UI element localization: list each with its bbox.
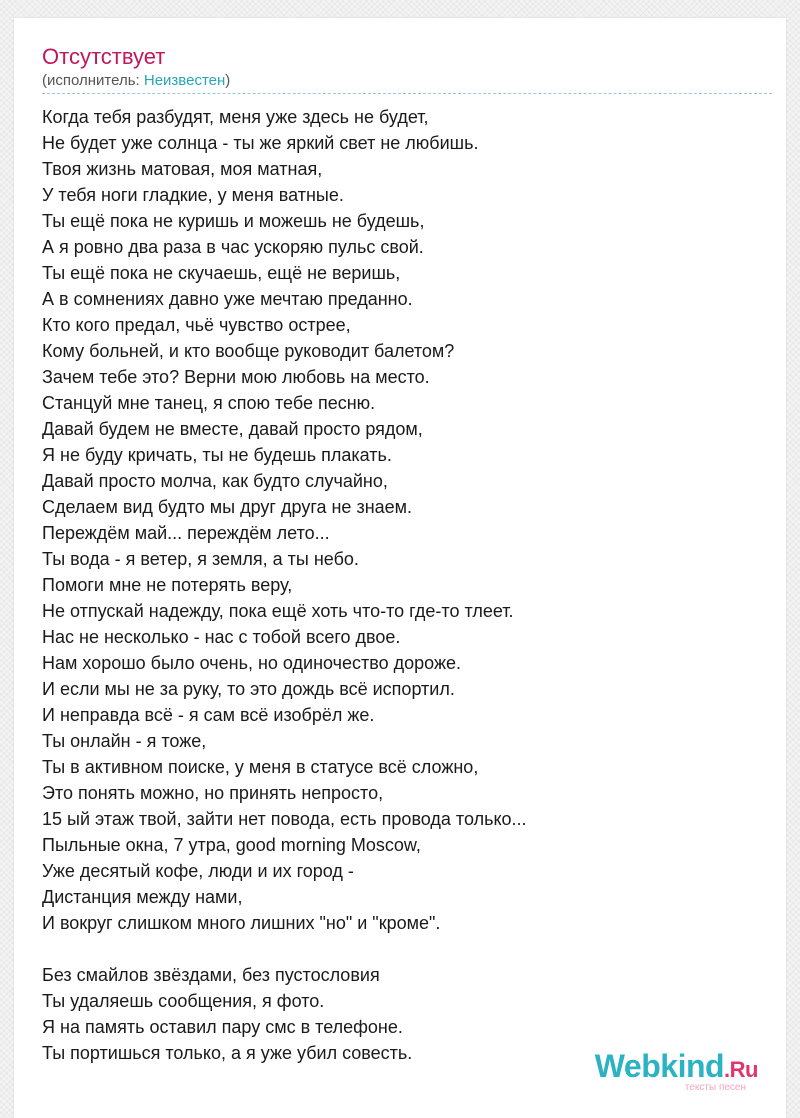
stanza-1: [42, 104, 782, 936]
artist-link[interactable]: Неизвестен: [143, 72, 226, 89]
lyric-line: Дистанция между нами,: [42, 887, 243, 907]
lyric-line: Нас не несколько - нас с тобой всего двое.: [42, 627, 401, 647]
lyric-line: Не будет уже солнца - ты же яркий свет не любишь.: [42, 133, 479, 153]
lyric-line: Уже десятый кофе, люди и их город -: [42, 861, 354, 881]
lyric-line: Ты ещё пока не скучаешь, ещё не веришь,: [42, 263, 401, 283]
lyric-line: И неправда всё - я сам всё изобрёл же.: [42, 705, 375, 725]
lyric-line: 15 ый этаж твой, зайти нет повода, есть провода только...: [42, 809, 527, 829]
artist-suffix: ): [225, 72, 231, 89]
lyric-line: Ты в активном поиске, у меня в статусе всё сложно,: [42, 757, 479, 777]
watermark-tagline: тексты песен: [684, 1082, 746, 1093]
lyric-line: Станцуй мне танец, я спою тебе песню.: [42, 393, 376, 413]
title-divider: [42, 93, 772, 94]
artist-prefix: (исполнитель:: [42, 72, 144, 89]
lyric-line: Помоги мне не потерять веру,: [42, 575, 293, 595]
lyric-line: Я не буду кричать, ты не будешь плакать.: [42, 445, 392, 465]
lyric-line: У тебя ноги гладкие, у меня ватные.: [42, 185, 344, 205]
lyric-line: Переждём май... переждём лето...: [42, 523, 330, 543]
lyric-line: Ты портишься только, а я уже убил совесть.: [42, 1043, 413, 1063]
lyric-line: И вокруг слишком много лишних "но" и "кроме".: [42, 913, 441, 933]
lyrics-body: [42, 104, 782, 1092]
lyric-line: Ты вода - я ветер, я земля, а ты небо.: [42, 549, 359, 569]
webkind-watermark: [568, 1048, 758, 1092]
watermark-tld: .Ru: [724, 1057, 758, 1082]
lyric-line: Это понять можно, но принять непросто,: [42, 783, 384, 803]
watermark-brand: Webkind: [594, 1048, 725, 1084]
lyric-line: Твоя жизнь матовая, моя матная,: [42, 159, 323, 179]
lyric-line: Зачем тебе это? Верни мою любовь на место.: [42, 367, 430, 387]
lyric-line: Пыльные окна, 7 утра, good morning Moscow,: [42, 835, 421, 855]
lyric-line: Сделаем вид будто мы друг друга не знаем.: [42, 497, 413, 517]
lyric-line: Давай будем не вместе, давай просто рядом,: [42, 419, 423, 439]
lyric-line: А я ровно два раза в час ускоряю пульс свой.: [42, 237, 424, 257]
lyric-line: Ты ещё пока не куришь и можешь не будешь,: [42, 211, 425, 231]
artist-line: [42, 72, 230, 90]
lyric-line: И если мы не за руку, то это дождь всё испортил.: [42, 679, 455, 699]
lyrics-page: [14, 18, 786, 1118]
lyric-line: Нам хорошо было очень, но одиночество дороже.: [42, 653, 462, 673]
lyric-line: Без смайлов звёздами, без пустословия: [42, 965, 380, 985]
lyric-line: Ты удаляешь сообщения, я фото.: [42, 991, 325, 1011]
lyric-line: Кто кого предал, чьё чувство острее,: [42, 315, 351, 335]
lyric-line: Я на память оставил пару смс в телефоне.: [42, 1017, 403, 1037]
lyric-line: Не отпускай надежду, пока ещё хоть что-то где-то тлеет.: [42, 601, 514, 621]
lyric-line: Давай просто молча, как будто случайно,: [42, 471, 388, 491]
lyric-line: А в сомнениях давно уже мечтаю преданно.: [42, 289, 413, 309]
song-title: Отсутствует: [42, 44, 166, 69]
lyric-line: Ты онлайн - я тоже,: [42, 731, 207, 751]
lyric-line: Когда тебя разбудят, меня уже здесь не будет,: [42, 107, 429, 127]
lyric-line: Кому больней, и кто вообще руководит балетом?: [42, 341, 455, 361]
